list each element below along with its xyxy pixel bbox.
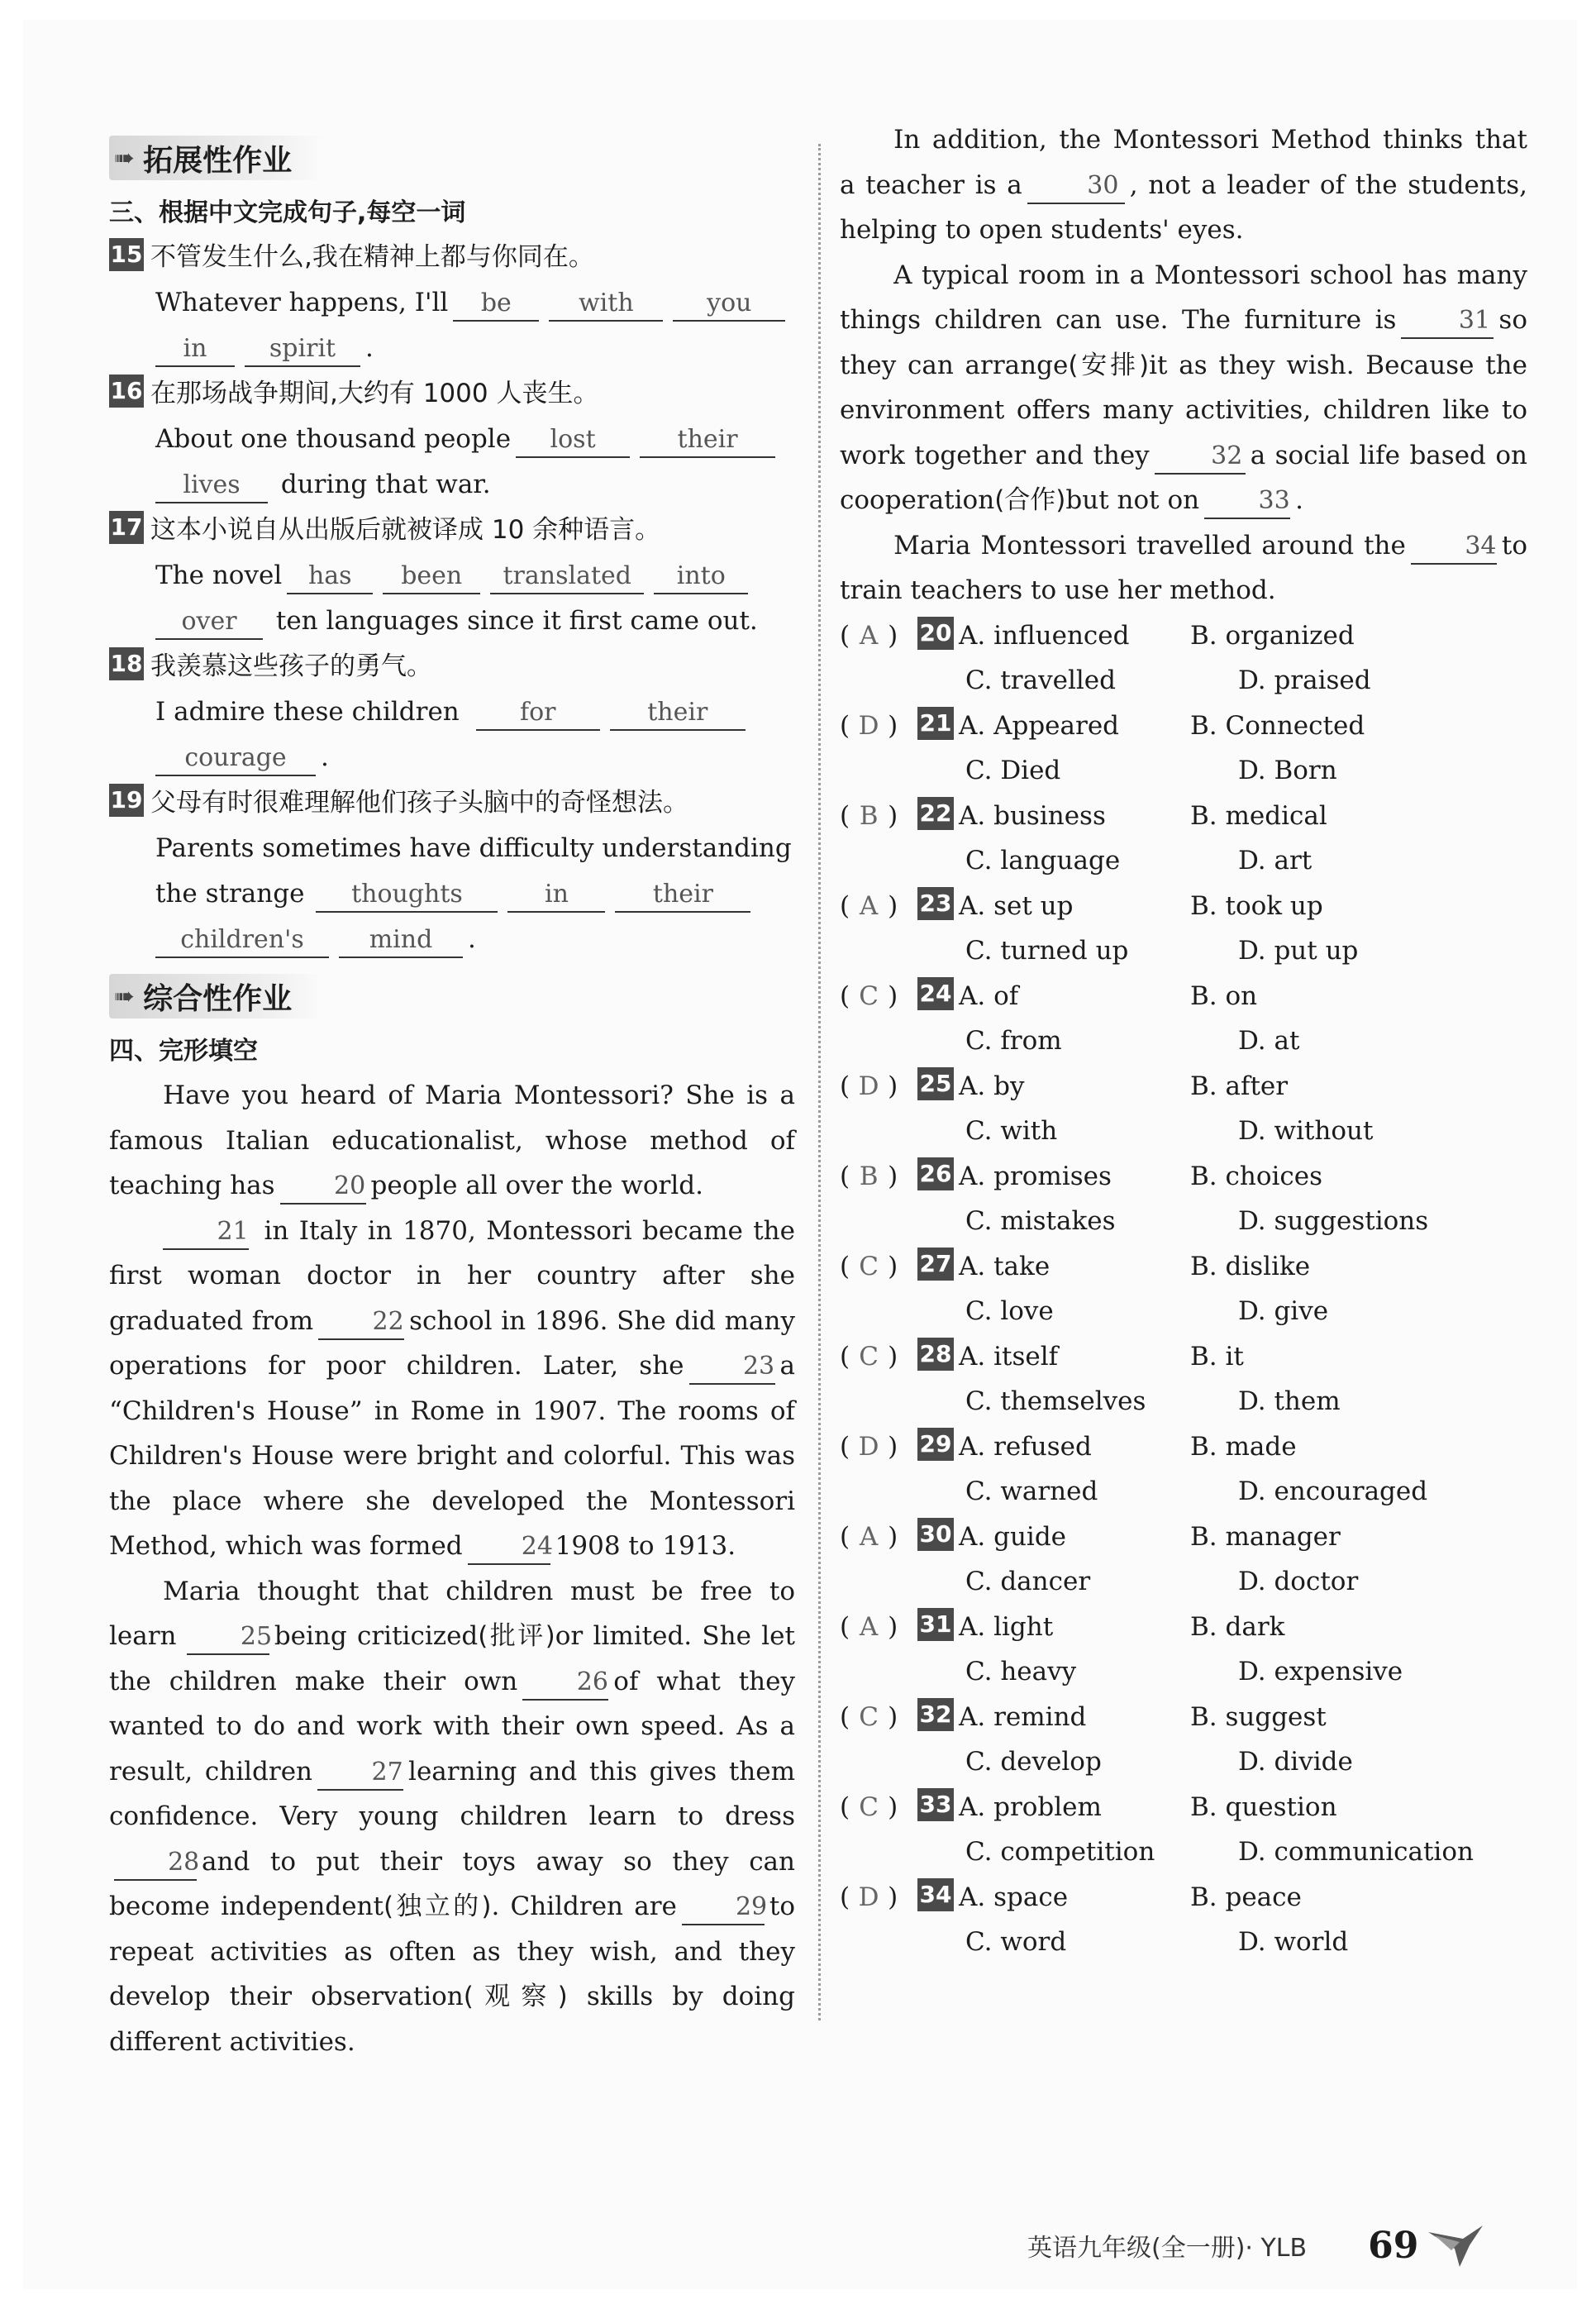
option-d[interactable]: D. divide bbox=[1238, 1747, 1353, 1777]
question-17 bbox=[109, 508, 795, 644]
cloze-blank[interactable]: 20 bbox=[280, 1170, 366, 1205]
answer-blank[interactable]: mind bbox=[339, 923, 463, 958]
option-a[interactable]: 31 A. light bbox=[917, 1605, 1190, 1650]
option-row bbox=[840, 1695, 1527, 1740]
option-d[interactable]: D. art bbox=[1238, 846, 1313, 875]
cloze-blank[interactable]: 27 bbox=[317, 1756, 403, 1791]
question-number: 26 bbox=[917, 1157, 954, 1190]
question-number: 18 bbox=[109, 647, 144, 680]
english-text: ten languages since it first came out. bbox=[275, 606, 758, 636]
answer-blank[interactable]: their bbox=[615, 878, 750, 913]
answer-parens: ( D ) bbox=[840, 1424, 917, 1470]
cloze-blank[interactable]: 25 bbox=[187, 1620, 269, 1655]
answer-parens: ( D ) bbox=[840, 1875, 917, 1920]
question-19 bbox=[109, 780, 795, 962]
english-text: Whatever happens, I'll bbox=[155, 288, 449, 317]
option-row bbox=[840, 1649, 1527, 1695]
question-number: 17 bbox=[109, 511, 144, 544]
option-row bbox=[840, 1469, 1527, 1515]
chinese-sentence: 父母有时很难理解他们孩子头脑中的奇怪想法。 bbox=[150, 788, 688, 818]
answer-blank[interactable]: has bbox=[287, 560, 373, 594]
option-row bbox=[840, 1379, 1527, 1424]
option-c[interactable]: C. develop bbox=[965, 1747, 1102, 1777]
option-c[interactable]: C. competition bbox=[965, 1837, 1155, 1867]
column-divider bbox=[818, 144, 821, 2020]
chinese-sentence: 不管发生什么,我在精神上都与你同在。 bbox=[150, 242, 594, 272]
answer-blank[interactable]: children's bbox=[155, 923, 329, 958]
answer-parens: ( C ) bbox=[840, 1334, 917, 1380]
cloze-blank[interactable]: 24 bbox=[468, 1530, 550, 1565]
option-row bbox=[840, 1424, 1527, 1470]
answer-letter[interactable]: A bbox=[859, 1611, 879, 1642]
page-footer bbox=[1027, 2212, 1556, 2278]
question-number: 24 bbox=[917, 977, 954, 1010]
arrow-icon: ➠ bbox=[114, 981, 136, 1011]
left-column bbox=[109, 136, 795, 2064]
option-row bbox=[840, 1109, 1527, 1154]
section-banner-comprehensive bbox=[109, 974, 325, 1019]
cloze-blank[interactable]: 30 bbox=[1027, 169, 1125, 204]
english-text: I admire these children bbox=[155, 697, 460, 727]
bird-logo-icon bbox=[1427, 2221, 1484, 2270]
option-c[interactable]: C. mistakes bbox=[965, 1206, 1116, 1236]
arrow-icon: ➠ bbox=[114, 143, 136, 173]
option-d[interactable]: D. communication bbox=[1238, 1837, 1474, 1867]
option-d[interactable]: D. put up bbox=[1238, 936, 1359, 966]
question-number: 20 bbox=[917, 617, 954, 650]
option-b[interactable]: B. choices bbox=[1190, 1161, 1323, 1191]
cloze-blank[interactable]: 32 bbox=[1155, 440, 1246, 475]
cloze-blank[interactable]: 34 bbox=[1411, 530, 1497, 565]
answer-parens: ( A ) bbox=[840, 1515, 917, 1560]
option-a[interactable]: 24 A. of bbox=[917, 974, 1190, 1019]
option-c[interactable]: C. turned up bbox=[965, 936, 1129, 966]
option-b[interactable]: B. question bbox=[1190, 1791, 1337, 1822]
passage-paragraph-1: Have you heard of Maria Montessori? She is a famous Italian educationalist, whose method of teaching has 20 people all over the world. bbox=[109, 1073, 795, 1209]
answer-letter[interactable]: D bbox=[858, 1071, 879, 1101]
chinese-sentence: 在那场战争期间,大约有 1000 人丧生。 bbox=[150, 379, 599, 408]
option-d[interactable]: D. give bbox=[1238, 1296, 1329, 1326]
page-sheet bbox=[23, 20, 1577, 2289]
option-row bbox=[840, 613, 1527, 659]
option-row bbox=[840, 1605, 1527, 1650]
option-row bbox=[840, 884, 1527, 929]
option-d[interactable]: D. without bbox=[1238, 1116, 1374, 1146]
option-d[interactable]: D. encouraged bbox=[1238, 1477, 1428, 1506]
cloze-blank[interactable]: 21 bbox=[163, 1215, 249, 1250]
english-text: the strange bbox=[155, 879, 305, 909]
answer-blank[interactable]: for bbox=[476, 696, 600, 731]
option-b[interactable]: B. Connected bbox=[1190, 710, 1365, 741]
cloze-blank[interactable]: 33 bbox=[1204, 484, 1290, 519]
answer-blank[interactable]: their bbox=[610, 696, 746, 731]
option-row bbox=[840, 1785, 1527, 1830]
answer-letter[interactable]: B bbox=[859, 800, 879, 831]
option-a[interactable]: 32 A. remind bbox=[917, 1695, 1190, 1740]
option-row bbox=[840, 1064, 1527, 1109]
cloze-blank[interactable]: 22 bbox=[318, 1305, 404, 1340]
option-row bbox=[840, 1244, 1527, 1290]
question-number: 33 bbox=[917, 1788, 954, 1821]
option-b[interactable]: B. manager bbox=[1190, 1521, 1341, 1552]
english-text: during that war. bbox=[280, 470, 491, 499]
question-15 bbox=[109, 235, 795, 371]
option-a[interactable]: 29 A. refused bbox=[917, 1424, 1190, 1470]
option-c[interactable]: C. with bbox=[965, 1116, 1058, 1146]
answer-blank[interactable]: spirit bbox=[245, 332, 360, 367]
passage-paragraph-5: A typical room in a Montessori school has many things children can use. The furniture is 31 so they can arrange(安排)it as they wish. Because the environment offers many activities, children like to work together and they 32 a social life based on cooperation(合作)but not on 33 . bbox=[840, 253, 1527, 523]
answer-letter[interactable]: C bbox=[859, 980, 879, 1011]
page-number: 69 bbox=[1368, 2224, 1419, 2267]
option-c[interactable]: C. love bbox=[965, 1296, 1054, 1326]
question-number: 16 bbox=[109, 374, 144, 408]
option-row bbox=[840, 1199, 1527, 1244]
option-row bbox=[840, 1920, 1527, 1965]
option-a[interactable]: 22 A. business bbox=[917, 794, 1190, 839]
english-text: The novel bbox=[155, 561, 283, 590]
option-b[interactable]: B. medical bbox=[1190, 800, 1327, 831]
option-row bbox=[840, 838, 1527, 884]
answer-blank[interactable]: courage bbox=[155, 742, 316, 776]
option-row bbox=[840, 658, 1527, 704]
option-row bbox=[840, 1289, 1527, 1334]
option-b[interactable]: B. on bbox=[1190, 980, 1258, 1011]
option-a[interactable]: 33 A. problem bbox=[917, 1785, 1190, 1830]
option-a[interactable]: 27 A. take bbox=[917, 1244, 1190, 1290]
option-row bbox=[840, 1559, 1527, 1605]
option-d[interactable]: D. suggestions bbox=[1238, 1206, 1429, 1236]
right-column bbox=[840, 117, 1527, 1965]
option-row bbox=[840, 1515, 1527, 1560]
option-a[interactable]: 20 A. influenced bbox=[917, 613, 1190, 659]
answer-parens: ( B ) bbox=[840, 794, 917, 839]
answer-blank[interactable]: in bbox=[507, 878, 605, 913]
option-row bbox=[840, 794, 1527, 839]
option-d[interactable]: D. expensive bbox=[1238, 1657, 1403, 1686]
question-number: 34 bbox=[917, 1878, 954, 1911]
answer-blank[interactable]: into bbox=[654, 560, 748, 594]
option-c[interactable]: C. warned bbox=[965, 1477, 1098, 1506]
answer-letter[interactable]: C bbox=[859, 1251, 879, 1281]
answer-letter[interactable]: C bbox=[859, 1791, 879, 1822]
answer-parens: ( C ) bbox=[840, 1695, 917, 1740]
option-b[interactable]: B. took up bbox=[1190, 890, 1323, 921]
options-list bbox=[840, 613, 1527, 1965]
answer-letter[interactable]: D bbox=[858, 1882, 879, 1912]
cloze-blank[interactable]: 31 bbox=[1401, 304, 1494, 339]
question-number: 29 bbox=[917, 1428, 954, 1461]
question-number: 19 bbox=[109, 784, 144, 817]
option-c[interactable]: C. language bbox=[965, 846, 1121, 875]
passage-paragraph-3: Maria thought that children must be free to learn 25being criticized(批评)or limited. She let the children make their own 26 of what they wanted to do and work with their own speed. As a result, children 27 learning and this gives them confidence. Very young children learn to dress28and to put their toys away so they can become independent(独立的). Children are 29to repeat activities as often as they wish, and they develop their observation(观察) skills by doing different activities. bbox=[109, 1576, 796, 2057]
question-number: 28 bbox=[917, 1338, 954, 1371]
question-number: 27 bbox=[917, 1248, 954, 1281]
cloze-blank[interactable]: 28 bbox=[114, 1846, 197, 1881]
answer-blank[interactable]: translated bbox=[490, 560, 644, 594]
english-text: Parents sometimes have difficulty understanding bbox=[155, 833, 792, 863]
answer-parens: ( D ) bbox=[840, 704, 917, 749]
option-d[interactable]: D. praised bbox=[1238, 666, 1371, 695]
option-c[interactable]: C. Died bbox=[965, 756, 1061, 785]
answer-letter[interactable]: B bbox=[859, 1161, 879, 1191]
answer-parens: ( A ) bbox=[840, 613, 917, 659]
answer-letter[interactable]: A bbox=[859, 1521, 879, 1552]
question-18 bbox=[109, 644, 795, 780]
answer-blank[interactable]: lives bbox=[155, 469, 268, 503]
chinese-sentence: 这本小说自从出版后就被译成 10 余种语言。 bbox=[150, 515, 661, 545]
option-a[interactable]: 25 A. by bbox=[917, 1064, 1190, 1109]
option-c[interactable]: C. heavy bbox=[965, 1657, 1077, 1686]
passage-paragraph-2: 21 in Italy in 1870, Montessori became the first woman doctor in her country after she graduated from 22 school in 1896. She did many operations for poor children. Later, she 23 a “Children's House” in Rome in 1907. The rooms of Children's House were bright and colorful. This was the place where she developed the Montessori Method, which was formed 241908 to 1913. bbox=[109, 1209, 795, 1569]
option-b[interactable]: B. organized bbox=[1190, 620, 1355, 651]
answer-parens: ( C ) bbox=[840, 1244, 917, 1290]
answer-blank[interactable]: been bbox=[383, 560, 480, 594]
question-number: 22 bbox=[917, 797, 954, 830]
answer-parens: ( D ) bbox=[840, 1064, 917, 1109]
question-number: 30 bbox=[917, 1518, 954, 1551]
option-row bbox=[840, 1739, 1527, 1785]
option-row bbox=[840, 748, 1527, 794]
answer-blank[interactable]: in bbox=[155, 332, 235, 367]
passage-paragraph-4: In addition, the Montessori Method thinks that a teacher is a 30 , not a leader of the students, helping to open students' eyes. bbox=[840, 125, 1527, 245]
option-b[interactable]: B. it bbox=[1190, 1341, 1244, 1372]
banner-title: 拓展性作业 bbox=[143, 143, 293, 178]
answer-parens: ( A ) bbox=[840, 1605, 917, 1650]
banner-title: 综合性作业 bbox=[143, 981, 293, 1016]
option-row bbox=[840, 928, 1527, 974]
answer-letter[interactable]: C bbox=[859, 1341, 879, 1372]
answer-letter[interactable]: D bbox=[858, 710, 879, 741]
answer-parens: ( C ) bbox=[840, 1785, 917, 1830]
answer-blank[interactable]: you bbox=[673, 287, 785, 322]
question-16 bbox=[109, 371, 795, 508]
option-a[interactable]: 23 A. set up bbox=[917, 884, 1190, 929]
option-b[interactable]: B. peace bbox=[1190, 1882, 1302, 1912]
option-d[interactable]: D. doctor bbox=[1238, 1567, 1359, 1596]
option-b[interactable]: B. made bbox=[1190, 1431, 1297, 1462]
option-b[interactable]: B. dark bbox=[1190, 1611, 1285, 1642]
answer-blank[interactable]: with bbox=[549, 287, 663, 322]
question-number: 15 bbox=[109, 238, 144, 271]
option-c[interactable]: C. themselves bbox=[965, 1386, 1146, 1416]
option-a[interactable]: 34 A. space bbox=[917, 1875, 1190, 1920]
option-b[interactable]: B. dislike bbox=[1190, 1251, 1311, 1281]
answer-parens: ( A ) bbox=[840, 884, 917, 929]
option-row bbox=[840, 1019, 1527, 1064]
option-a[interactable]: 26 A. promises bbox=[917, 1154, 1190, 1200]
option-row bbox=[840, 974, 1527, 1019]
answer-parens: ( B ) bbox=[840, 1154, 917, 1200]
cloze-blank[interactable]: 26 bbox=[522, 1666, 608, 1701]
english-text: About one thousand people bbox=[155, 424, 512, 454]
answer-letter[interactable]: A bbox=[859, 620, 879, 651]
option-c[interactable]: C. word bbox=[965, 1927, 1067, 1957]
option-a[interactable]: 21 A. Appeared bbox=[917, 704, 1190, 749]
end-punct: . bbox=[365, 333, 374, 363]
option-d[interactable]: D. Born bbox=[1238, 756, 1337, 785]
part-four-title: 四、完形填空 bbox=[109, 1037, 258, 1066]
end-punct: . bbox=[321, 742, 329, 772]
option-row bbox=[840, 1830, 1527, 1875]
option-b[interactable]: B. after bbox=[1190, 1071, 1289, 1101]
end-punct: . bbox=[468, 924, 476, 954]
section-banner-extension bbox=[109, 136, 325, 180]
option-row bbox=[840, 704, 1527, 749]
option-c[interactable]: C. travelled bbox=[965, 666, 1116, 695]
option-a[interactable]: 30 A. guide bbox=[917, 1515, 1190, 1560]
answer-letter[interactable]: A bbox=[859, 890, 879, 921]
question-number: 31 bbox=[917, 1608, 954, 1641]
answer-letter[interactable]: C bbox=[859, 1701, 879, 1732]
question-number: 25 bbox=[917, 1067, 954, 1100]
option-d[interactable]: D. at bbox=[1238, 1026, 1300, 1056]
cloze-blank[interactable]: 23 bbox=[689, 1350, 775, 1385]
option-c[interactable]: C. from bbox=[965, 1026, 1062, 1056]
passage-paragraph-6: Maria Montessori travelled around the 34 to train teachers to use her method. bbox=[840, 530, 1527, 605]
question-number: 32 bbox=[917, 1698, 954, 1731]
option-d[interactable]: D. world bbox=[1238, 1927, 1349, 1957]
option-a[interactable]: 28 A. itself bbox=[917, 1334, 1190, 1380]
question-number: 21 bbox=[917, 707, 954, 740]
option-row bbox=[840, 1875, 1527, 1920]
answer-blank[interactable]: over bbox=[155, 605, 263, 640]
chinese-sentence: 我羡慕这些孩子的勇气。 bbox=[150, 651, 432, 681]
question-number: 23 bbox=[917, 887, 954, 920]
option-d[interactable]: D. them bbox=[1238, 1386, 1341, 1416]
part-three-title: 三、根据中文完成句子,每空一词 bbox=[109, 198, 466, 227]
option-row bbox=[840, 1334, 1527, 1380]
answer-blank[interactable]: be bbox=[453, 287, 539, 322]
answer-blank[interactable]: lost bbox=[516, 423, 630, 458]
cloze-blank[interactable]: 29 bbox=[682, 1891, 765, 1925]
book-title: 英语九年级(全一册)· YLB bbox=[1027, 2234, 1308, 2263]
option-c[interactable]: C. dancer bbox=[965, 1567, 1091, 1596]
option-b[interactable]: B. suggest bbox=[1190, 1701, 1327, 1732]
option-row bbox=[840, 1154, 1527, 1200]
answer-parens: ( C ) bbox=[840, 974, 917, 1019]
answer-blank[interactable]: their bbox=[640, 423, 775, 458]
answer-letter[interactable]: D bbox=[858, 1431, 879, 1462]
answer-blank[interactable]: thoughts bbox=[316, 878, 498, 913]
